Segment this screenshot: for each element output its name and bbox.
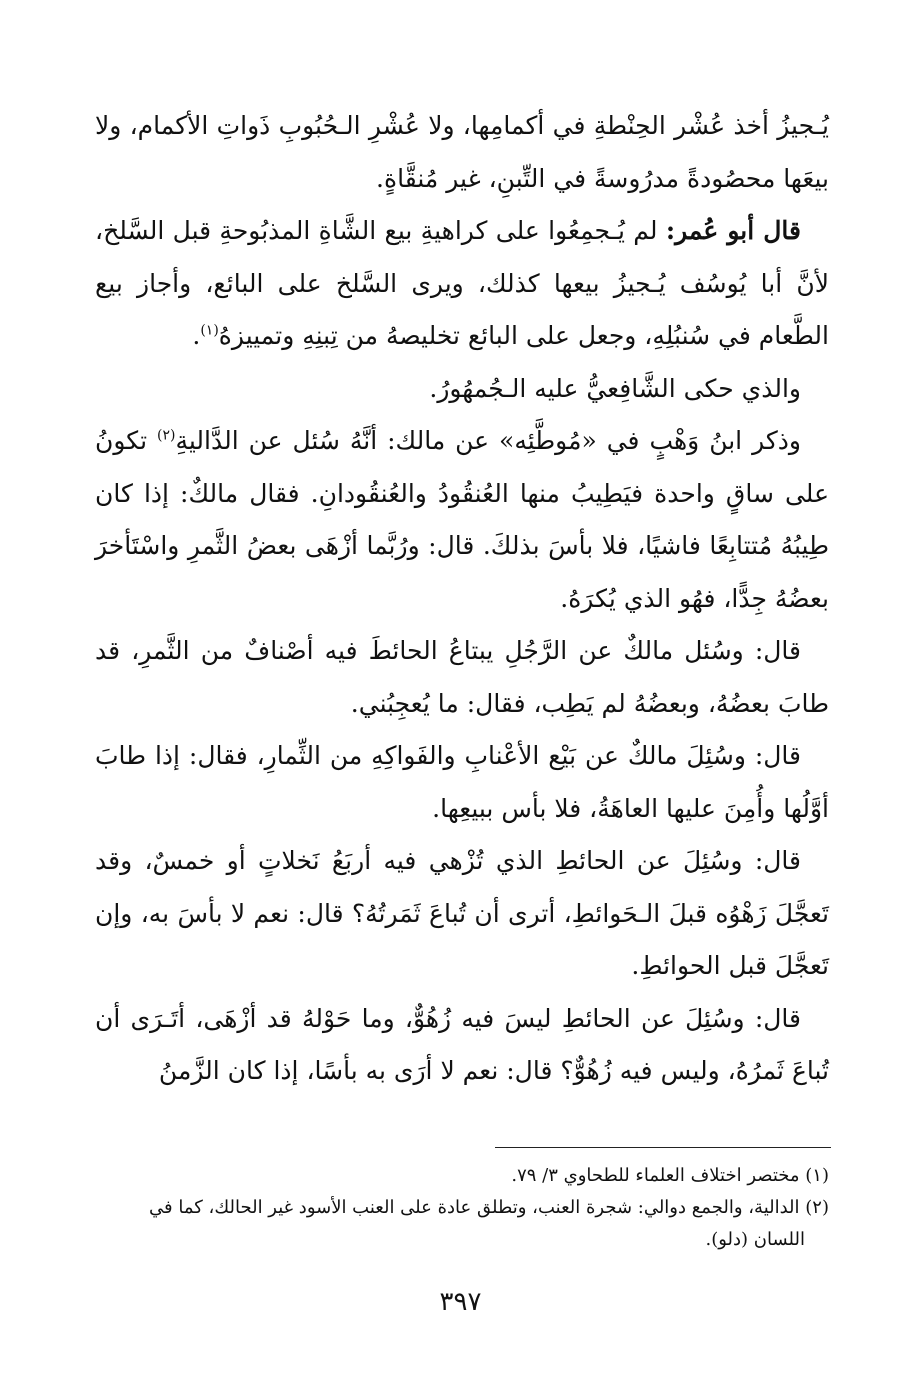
paragraph-text: لم يُـجمِعُوا على كراهيةِ بيع الشَّاةِ المذبُوحةِ قبل السَّلخ، لأنَّ أبا يُوسُف يُـجيزُ بيعها كذلك، ويرى السَّلخ على البائع، وأجاز بيع الطَّعام في سُنبُلِهِ، وجعل على البائع تخليصهُ من تِبنِهِ وتمييزهُ	[95, 216, 829, 350]
footnote-ref-1: (١)	[200, 322, 219, 339]
footnote-1	[90, 1160, 829, 1192]
main-text	[95, 100, 829, 1098]
paragraph-text: قال: وسُئِلَ عن الحائطِ ليسَ فيه زُهُوٌّ، وما حَوْلهُ قد أزْهَى، أتَـرَى أن تُباعَ ثَمرُهُ، وليس فيه زُهُوٌّ؟ قال: نعم لا أرَى به بأسًا، إذا كان الزَّمنُ	[95, 1003, 829, 1085]
paragraph-tail: .	[192, 321, 201, 350]
paragraph-text: والذي حكى الشَّافِعيُّ عليه الـجُمهُورُ.	[429, 373, 801, 403]
footnote-text: اللسان (دلو).	[705, 1229, 805, 1250]
paragraph-7	[95, 835, 829, 993]
footnote-text: (٢) الدالية، والجمع دوالي: شجرة العنب، وتطلق عادة على العنب الأسود غير الحالك، كما في	[149, 1197, 829, 1218]
paragraph-4	[95, 415, 829, 625]
paragraph-tail: تكونُ على ساقٍ واحدة فيَطِيبُ منها العُنقُودُ والعُنقُودانِ. فقال مالكٌ: إذا كان طِيبُهُ مُتتابِعًا فاشيًا، فلا بأسَ بذلكَ. قال: ورُبَّما أزْهَى بعضُ الثَّمرِ واسْتَأخرَ بعضُهُ جِدًّا، فهُو الذي يُكرَهُ.	[95, 426, 829, 613]
paragraph-text: قال: وسُئِلَ عن الحائطِ الذي تُزْهي فيه أربَعُ نَخلاتٍ أو خمسٌ، وقد تَعجَّلَ زَهْوُه قبلَ الـحَوائطِ، أترى أن تُباعَ ثَمَرتُهُ؟ قال: نعم لا بأسَ به، وإن تَعجَّلَ قبل الحوائطِ.	[95, 846, 829, 980]
paragraph-2	[95, 205, 829, 363]
paragraph-3	[95, 363, 829, 416]
paragraph-text: وذكر ابنُ وَهْبٍ في «مُوطَّئِه» عن مالك: أنَّهُ سُئل عن الدَّاليةِ	[175, 426, 801, 455]
paragraph-text: يُـجيزُ أخذ عُشْر الحِنْطةِ في أكمامِها، ولا عُشْرِ الـحُبُوبِ ذَواتِ الأكمام، ولا بيعَها محصُودةً مدرُوسةً في التِّبنِ، غير مُنقَّاةٍ.	[95, 111, 829, 193]
footnote-text: (١) مختصر اختلاف العلماء للطحاوي ٣/ ٧٩.	[511, 1165, 829, 1186]
footnote-2	[90, 1192, 829, 1224]
footnote-2-continuation	[90, 1224, 829, 1256]
paragraph-6	[95, 730, 829, 835]
paragraph-1	[95, 100, 829, 205]
footnotes	[90, 1160, 829, 1256]
paragraph-lead: قال أبو عُمر:	[665, 216, 801, 245]
page-number: ٣٩٧	[439, 1287, 482, 1317]
paragraph-text: قال: وسُئل مالكٌ عن الرَّجُلِ يبتاعُ الحائطَ فيه أصْنافٌ من الثَّمرِ، قد طابَ بعضُهُ، وبعضُهُ لم يَطِب، فقال: ما يُعجِبُني.	[95, 636, 829, 718]
paragraph-text: قال: وسُئِلَ مالكٌ عن بَيْع الأعْنابِ والفَواكِهِ من الثِّمارِ، فقال: إذا طابَ أوَّلُها وأُمِنَ عليها العاهَةُ، فلا بأس ببيعِها.	[95, 741, 829, 823]
paragraph-5	[95, 625, 829, 730]
footnote-divider	[495, 1147, 831, 1148]
footnote-ref-2: (٢)	[156, 427, 176, 444]
paragraph-8	[95, 993, 829, 1098]
